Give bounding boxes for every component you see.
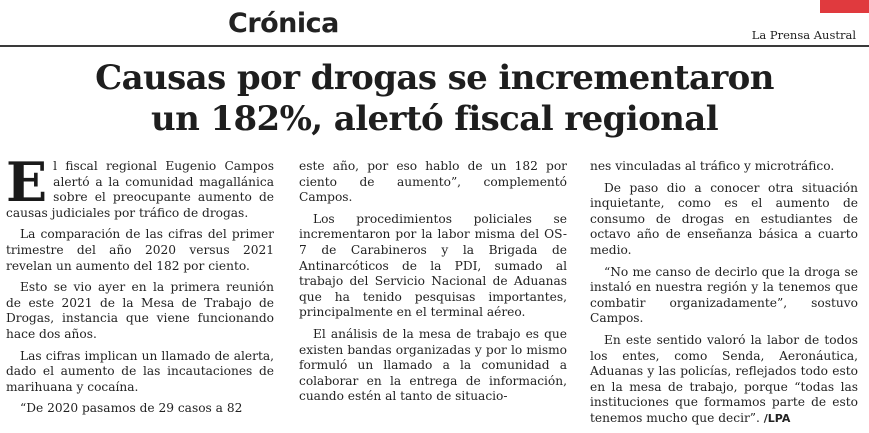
paragraph: El análisis de la mesa de trabajo es que existen bandas organizadas y por lo mismo formuló un llamado a la comunidad a colaborar en la entrega de información, cuando estén al tanto de situacio- <box>299 326 567 404</box>
paragraph: “No me canso de decirlo que la droga se instaló en nuestra región y la tenemos que combatir organizadamente”, sostuvo Campos. <box>590 264 858 326</box>
paragraph: nes vinculadas al tráfico y microtráfico. <box>590 159 835 173</box>
article-column-1 <box>6 150 274 423</box>
paragraph: Las cifras implican un llamado de alerta, dado el aumento de las incautaciones de marihuana y cocaína. <box>6 348 274 394</box>
article-column-2 <box>299 159 567 411</box>
section-title: Crónica <box>228 8 339 39</box>
header-rule <box>0 45 869 47</box>
newspaper-name: La Prensa Austral <box>751 28 856 42</box>
byline-signature: /LPA <box>763 411 791 425</box>
article-column-3 <box>590 159 858 433</box>
paragraph: La comparación de las cifras del primer trimestre del año 2020 versus 2021 revelan un aumento del 182 por ciento. <box>6 227 274 273</box>
paragraph: Esto se vio ayer en la primera reunión de este 2021 de la Mesa de Trabajo de Drogas, instancia que viene funcionando hace dos años. <box>6 280 274 341</box>
paragraph: este año, por eso hablo de un 182 por ciento de aumento”, complementó Campos. <box>299 159 567 205</box>
paragraph: El fiscal regional Eugenio Campos alertó a la comunidad magallánica sobre el preocupante aumento de causas judiciales por tráfico de drogas. <box>6 150 274 220</box>
section-color-tab <box>820 0 869 13</box>
headline-line-2: un 182%, alertó fiscal regional <box>150 99 719 139</box>
paragraph: En este sentido valoró la labor de todos los entes, como Senda, Aeronáutica, Aduanas y las policías, reflejados todo esto en la mesa de trabajo, porque “todas las instituciones que formamos parte de esto tenemos mucho que decir”. /LPA <box>590 332 858 425</box>
article-headline <box>0 58 869 140</box>
headline-line-1: Causas por drogas se incrementaron <box>95 58 774 98</box>
paragraph: De paso dio a conocer otra situación inquietante, como es el aumento de consumo de drogas en estudiantes de octavo año de enseñanza básica a cuarto medio. <box>590 180 858 257</box>
drop-cap: E <box>6 150 48 214</box>
paragraph: “De 2020 pasamos de 29 casos a 82 <box>20 401 243 416</box>
paragraph: Los procedimientos policiales se incrementaron por la labor misma del OS-7 de Carabineros y la Brigada de Antinarcóticos de la PDI, sumado al trabajo del Servicio Nacional de Aduanas que ha tenido pesquisas importantes, principalmente en el terminal aéreo. <box>299 211 567 320</box>
